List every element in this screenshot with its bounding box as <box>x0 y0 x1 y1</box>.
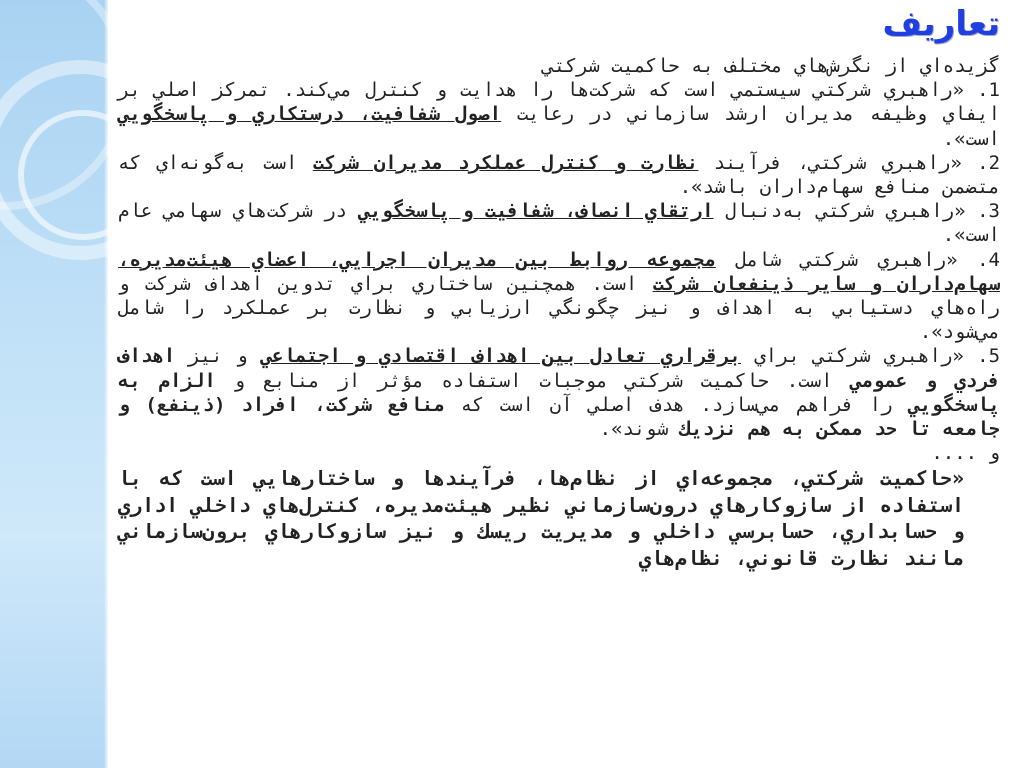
slide-title: تعاريف <box>882 4 1000 44</box>
decorative-sidebar <box>0 0 108 768</box>
definition-text: 4. «راهبري شركتي شامل <box>715 248 1000 271</box>
definition-bold: اهداف فردي و عمومي <box>118 345 1000 392</box>
definition-emphasis: برقراري تعادل بين اهداف اقتصادي و اجتماعي <box>260 345 741 368</box>
definition-bold: منافع شركت، افراد (ذينفع) و جامعه تا حد ممكن به هم نزديك <box>118 393 1000 441</box>
definition-2 <box>118 151 1000 199</box>
definition-emphasis: نظارت و كنترل عملكرد مديران شركت <box>312 151 699 174</box>
definition-text: 1. «راهبري شركتي سيستمي است كه شركت‌ها را هدايت و كنترل مي‌كند. تمركز اصلي بر ايفاي وظيفه مديران ارشد سازماني در رعايت <box>118 79 1001 126</box>
definition-text: 2. «راهبري شركتي، فرآيند <box>698 151 1001 174</box>
definition-text: 3. «راهبري شركتي به‌دنبال <box>713 200 1000 223</box>
definition-text: را فراهم مي‌سازد. هدف اصلي آن است كه <box>444 393 909 416</box>
definition-1 <box>118 78 1000 151</box>
definition-text: 5. «راهبري شركتي براي <box>740 345 1001 368</box>
definition-4 <box>118 248 1000 345</box>
definition-text: است. حاكميت شركتي موجبات استفاده مؤثر از منابع و <box>215 369 851 392</box>
definition-text: شوند». <box>599 418 680 441</box>
definition-emphasis: ارتقاي انصاف، شفافيت و پاسخگويي <box>358 200 714 223</box>
definition-text: است. همچنين ساختاري براي تدوين اهداف شركت و راه‌هاي دستيابي به اهداف و نيز چگونگي ارزيابي و نظارت بر عملكرد را شامل مي‌شود». <box>118 272 1000 344</box>
definition-emphasis: مجموعه روابط بين مديران اجرايي، اعضاي هيئت‌مديره، سهام‌داران و ساير ذينفعان شركت <box>118 248 1000 295</box>
definition-emphasis: اصول شفافيت، درستكاري و پاسخگويي <box>118 103 502 126</box>
definition-text: است به‌گونه‌اي كه متضمن منافع سهام‌داران باشد». <box>118 151 1000 199</box>
etc-line: و .... <box>931 442 1000 465</box>
definition-text: در شركت‌هاي سهامي عام است». <box>118 200 1000 247</box>
slide-content <box>112 0 1010 768</box>
definition-text: و نيز <box>175 345 261 368</box>
definitions-body <box>118 54 1000 571</box>
definition-bold: الزام به پاسخگويي <box>118 369 1000 416</box>
definition-5 <box>118 344 1000 441</box>
definition-text: است». <box>942 127 1000 150</box>
final-definition: «حاكميت شركتي، مجموعه‌اي از نظام‌ها، فرآيندها و ساختارهايي است كه با استفاده از سازوكارهاي درون‌سازماني نظير هيئت‌مديره، كنترل‌هاي داخلي اداري و حسابداري، حسابرسي داخلي و مديريت ريسك و نيز سازوكارهاي برون‌سازماني مانند نظارت قانوني، نظام‌هاي <box>118 466 964 570</box>
intro-line: گزيده‌اي از نگرش‌هاي مختلف به حاكميت شركتي <box>542 55 1000 77</box>
definition-3 <box>118 199 1000 247</box>
